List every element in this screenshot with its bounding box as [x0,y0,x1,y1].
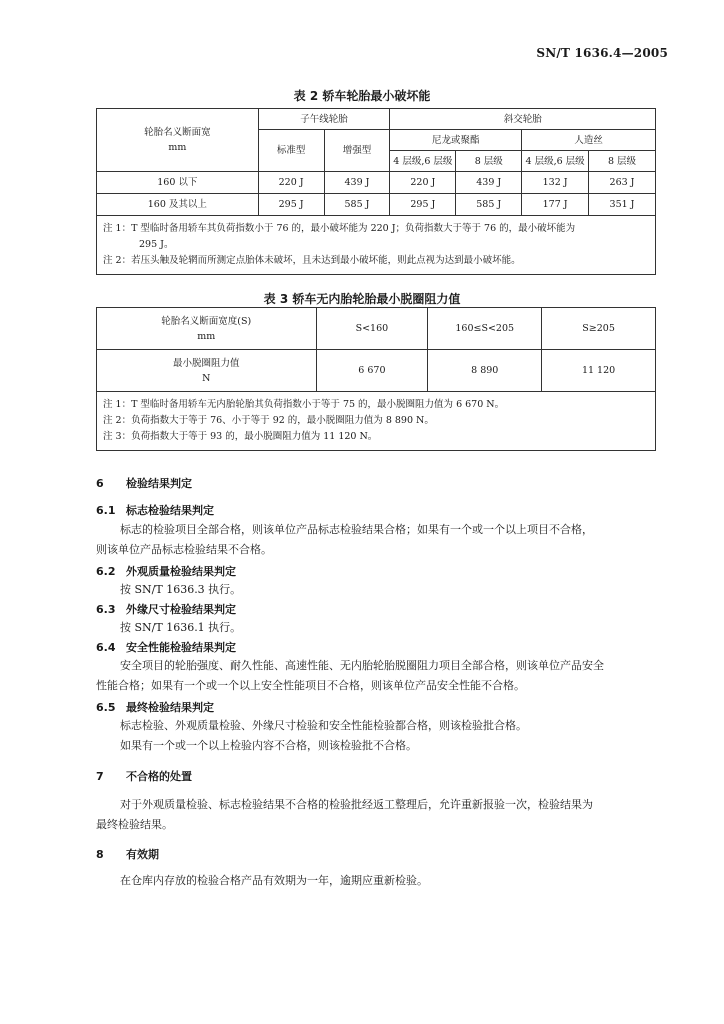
table-note: 295 J。 [139,239,174,250]
table-row: 160 及其以上 295 J 585 J 295 J 585 J 177 J 351 J [97,194,656,216]
subsection-heading: 6.1 标志检验结果判定 [96,504,214,517]
ply-header: 4 层级,6 层级 [390,151,456,172]
section-heading: 6 检验结果判定 [96,477,192,490]
subsection-heading: 6.2 外观质量检验结果判定 [96,565,236,578]
ply-header: 8 层级 [456,151,522,172]
paragraph: 安全项目的轮胎强度、耐久性能、高速性能、无内胎轮胎脱圈阻力项目全部合格，则该单位产品安全 性能合格；如果有一个或一个以上安全性能项目不合格，则该单位产品安全性能不合格。 [96,659,604,692]
range-header: S<160 [316,308,428,350]
table-note: 注 1：T 型临时备用轿车其负荷指数小于 76 的，最小破坏能为 220 J；负荷指数大于等于 76 的，最小破坏能为 [103,223,576,234]
table-note: 注 2：负荷指数大于等于 76、小于等于 92 的，最小脱圈阻力值为 8 890 N。 [103,415,434,426]
paragraph: 按 SN/T 1636.3 执行。 [120,583,242,596]
ply-header: 8 层级 [589,151,656,172]
rayon-header: 人造丝 [522,130,656,151]
ply-header: 4 层级,6 层级 [522,151,589,172]
paragraph: 在仓库内存放的检验合格产品有效期为一年，逾期应重新检验。 [120,874,428,887]
radial-header: 子午线轮胎 [258,109,390,130]
table3-caption: 表 3 轿车无内胎轮胎最小脱圈阻力值 [263,292,461,306]
document-code: SN/T 1636.4—2005 [536,46,668,60]
bias-header: 斜交轮胎 [390,109,656,130]
table2-caption: 表 2 轿车轮胎最小破坏能 [293,89,431,103]
paragraph: 标志的检验项目全部合格，则该单位产品标志检验结果合格；如果有一个或一个以上项目不合格， 则该单位产品标志检验结果不合格。 [96,523,593,556]
table-note: 注 2：若压头触及轮辋而所测定点胎体未破坏，且未达到最小破坏能，则此点视为达到最小破坏能。 [103,255,521,266]
table-row: 160 以下 220 J 439 J 220 J 439 J 132 J 263 J [97,172,656,194]
table-note: 注 1：T 型临时备用轿车无内胎轮胎其负荷指数小于等于 75 的，最小脱圈阻力值为 6 670 N。 [103,399,505,410]
subsection-heading: 6.3 外缘尺寸检验结果判定 [96,603,236,616]
table-row: 最小脱圈阻力值 N 6 670 8 890 11 120 [97,350,656,392]
table-note: 注 3：负荷指数大于等于 93 的，最小脱圈阻力值为 11 120 N。 [103,431,378,442]
range-header: S≥205 [542,308,656,350]
subsection-heading: 6.4 安全性能检验结果判定 [96,641,236,654]
paragraph: 对于外观质量检验、标志检验结果不合格的检验批经返工整理后，允许重新报验一次，检验结果为 最终检验结果。 [96,798,593,831]
subsection-heading: 6.5 最终检验结果判定 [96,701,214,714]
table2 [96,108,656,275]
standard-header: 标准型 [258,130,324,172]
range-header: 160≤S<205 [428,308,542,350]
paragraph: 按 SN/T 1636.1 执行。 [120,621,242,634]
table3 [96,307,656,451]
size-header: 轮胎名义断面宽 mm [97,109,259,172]
size-header: 轮胎名义断面宽度(S) mm [97,308,317,350]
section-heading: 7 不合格的处置 [96,770,192,783]
table3-notes [97,392,656,451]
section-heading: 8 有效期 [96,848,159,861]
reinforced-header: 增强型 [324,130,390,172]
paragraph: 标志检验、外观质量检验、外缘尺寸检验和安全性能检验都合格，则该检验批合格。 如果有一个或一个以上检验内容不合格，则该检验批不合格。 [120,719,527,752]
nylon-header: 尼龙或聚酯 [390,130,522,151]
table2-notes [97,216,656,275]
